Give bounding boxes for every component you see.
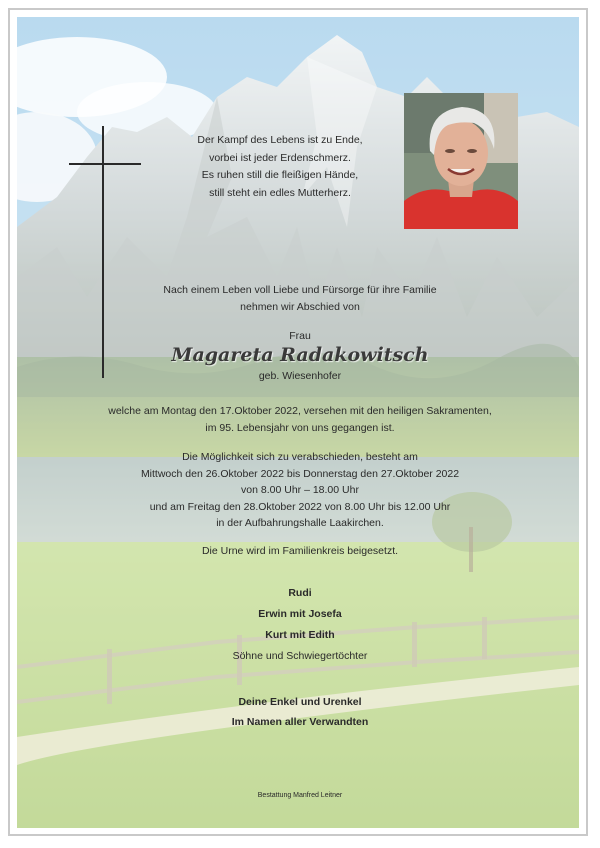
grandchildren-line: Deine Enkel und Urenkel [238, 696, 362, 708]
poem-line: Der Kampf des Lebens ist zu Ende, [197, 134, 363, 146]
poem-line: Es ruhen still die fleißigen Hände, [201, 169, 359, 181]
relatives-line: Im Namen aller Verwandten [231, 716, 369, 728]
death-notice-line: welche am Montag den 17.Oktober 2022, versehen mit den heiligen Sakramenten, [108, 405, 492, 417]
portrait-photo [404, 93, 518, 229]
farewell-line: in der Aufbahrungshalle Laakirchen. [216, 517, 384, 529]
family-member: Kurt mit Edith [265, 629, 335, 641]
cross-icon-bar [69, 163, 141, 165]
intro-text [0, 282, 600, 315]
family-member: Erwin mit Josefa [258, 608, 342, 620]
intro-line: Nach einem Leben voll Liebe und Fürsorge für ihre Familie [163, 284, 437, 296]
farewell-line: Die Möglichkeit sich zu verabschieden, besteht am [182, 451, 418, 463]
farewell-info [0, 449, 600, 532]
birth-name: geb. Wiesenhofer [258, 370, 342, 382]
farewell-line: Mittwoch den 26.Oktober 2022 bis Donnerstag den 27.Oktober 2022 [140, 467, 460, 480]
death-notice [0, 403, 600, 436]
family-member: Rudi [288, 587, 312, 599]
death-notice-line: im 95. Lebensjahr von uns gegangen ist. [205, 421, 395, 434]
poem [150, 132, 410, 202]
farewell-line: von 8.00 Uhr – 18.00 Uhr [241, 484, 359, 496]
urn-note: Die Urne wird im Familienkreis beigesetzt. [201, 545, 399, 557]
poem-line: still steht ein edles Mutterherz. [209, 186, 351, 199]
farewell-line: und am Freitag den 28.Oktober 2022 von 8.00 Uhr bis 12.00 Uhr [149, 500, 451, 513]
intro-line: nehmen wir Abschied von [240, 300, 360, 313]
deceased-title: Frau [289, 330, 311, 342]
deceased-name: Magareta Radakowitsch [171, 344, 429, 366]
family-relation: Söhne und Schwiegertöchter [232, 650, 368, 662]
funeral-home: Bestattung Manfred Leitner [257, 792, 343, 799]
poem-line: vorbei ist jeder Erdenschmerz. [209, 151, 351, 164]
